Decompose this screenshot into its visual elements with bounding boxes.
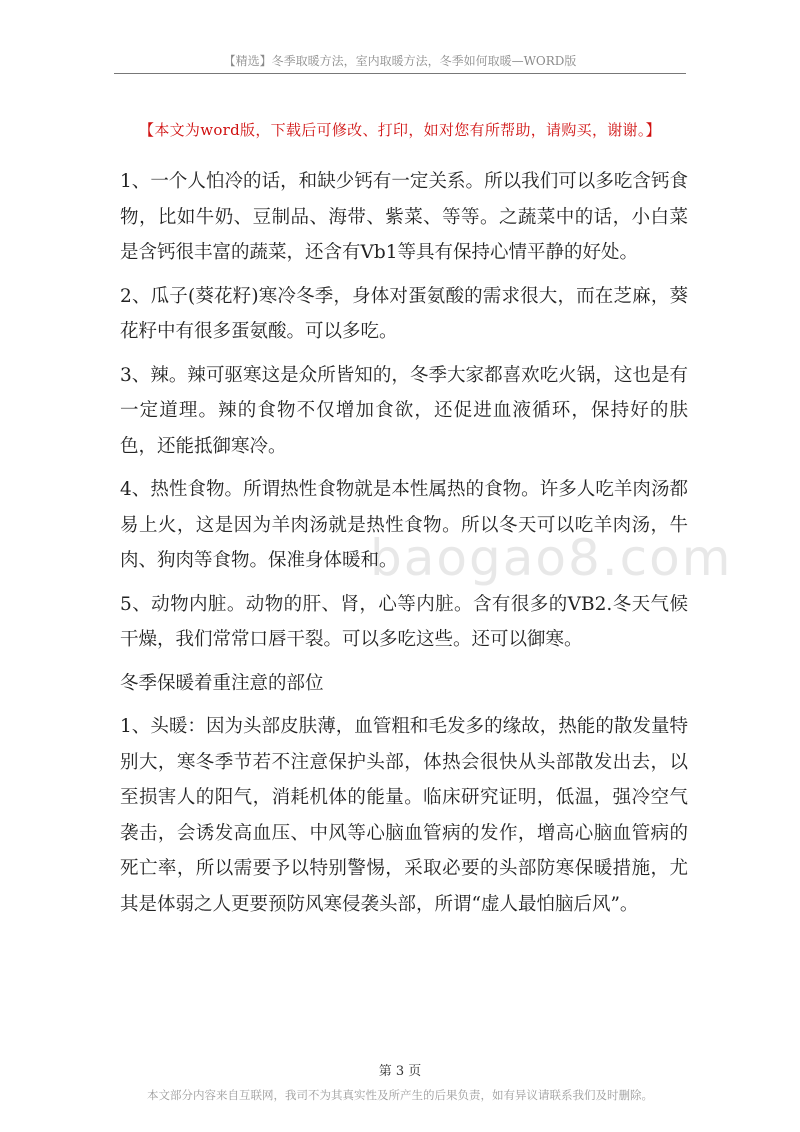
document-body — [120, 164, 688, 930]
paragraph: 3、辣。辣可驱寒这是众所皆知的，冬季大家都喜欢吃火锅，这也是有一定道理。辣的食物不仅增加食欲，还促进血液循环，保持好的肤色，还能抵御寒冷。 — [120, 364, 688, 457]
paragraph: 2、瓜子(葵花籽)寒冷冬季，身体对蛋氨酸的需求很大，而在芝麻，葵花籽中有很多蛋氨酸。可以多吃。 — [120, 285, 688, 342]
footer-disclaimer: 本文部分内容来自互联网，我司不为其真实性及所产生的后果负责，如有异议请联系我们及时删除。 — [147, 1088, 653, 1102]
watermark: baogao8.com — [370, 529, 733, 587]
paragraph: 4、热性食物。所谓热性食物就是本性属热的食物。许多人吃羊肉汤都易上火，这是因为羊肉汤就是热性食物。所以冬天可以吃羊肉汤，牛肉、狗肉等食物。保准身体暖和。 — [120, 479, 688, 571]
page-header: 【精选】冬季取暖方法，室内取暖方法，冬季如何取暖—WORD版 — [223, 54, 577, 68]
paragraph: 5、动物内脏。动物的肝、肾，心等内脏。含有很多的VB2.冬天气候干燥，我们常常口唇干裂。可以多吃这些。还可以御寒。 — [120, 593, 688, 650]
download-notice: 【本文为word版，下载后可修改、打印，如对您有所帮助，请购买，谢谢。】 — [139, 121, 661, 139]
paragraph: 1、头暖：因为头部皮肤薄，血管粗和毛发多的缘故，热能的散发量特别大，寒冬季节若不注意保护头部，体热会很快从头部散发出去，以至损害人的阳气，消耗机体的能量。临床研究证明，低温，强冷空气袭击，会诱发高血压、中风等心脑血管病的发作，增高心脑血管病的死亡率，所以需要予以特别警惕，采取必要的头部防寒保暖措施，尤其是体弱之人更要预防风寒侵袭头部，所谓“虚人最怕脑后风”。 — [120, 716, 688, 915]
paragraph: 1、一个人怕冷的话，和缺少钙有一定关系。所以我们可以多吃含钙食物，比如牛奶、豆制品、海带、紫菜、等等。之蔬菜中的话，小白菜是含钙很丰富的蔬菜，还含有Vb1等具有保持心情平静的好处。 — [120, 171, 688, 263]
section-heading: 冬季保暖着重注意的部位 — [120, 672, 324, 694]
page-number: 第 3 页 — [378, 1064, 422, 1079]
header-divider — [114, 73, 686, 74]
